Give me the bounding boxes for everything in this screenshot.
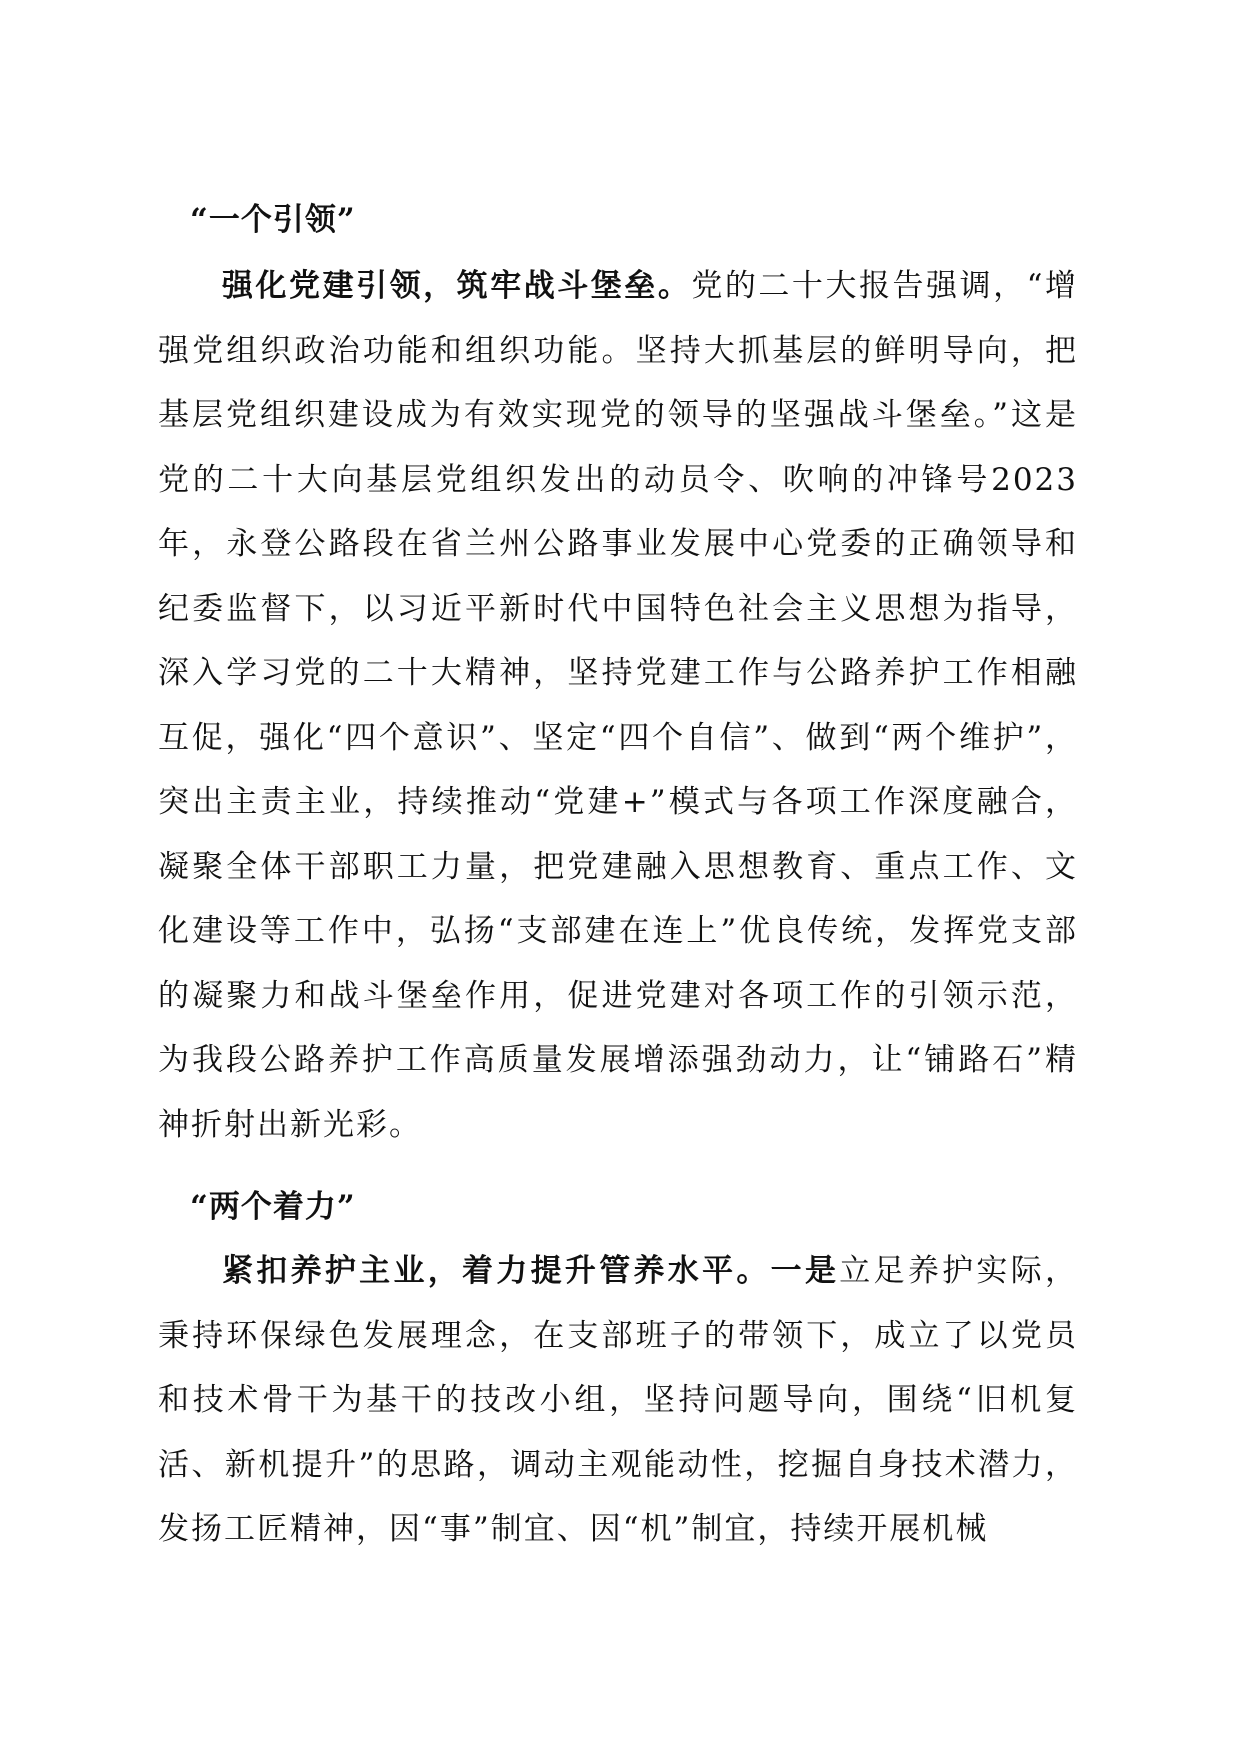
paragraph-lead-bold-ordinal: 一是 <box>770 1253 840 1289</box>
section-heading-two-focus: “两个着力” <box>190 1189 356 1225</box>
paragraph-lead-bold: 紧扣养护主业，着力提升管养水平。 <box>222 1253 771 1289</box>
section-paragraph-maintenance <box>158 1239 1078 1562</box>
paragraph-body: 立足养护实际，秉持环保绿色发展理念，在支部班子的带领下，成立了以党员和技术骨干为基干的技改小组，坚持问题导向，围绕“旧机复活、新机提升”的思路，调动主观能动性，挖掘自身技术潜力，发扬工匠精神，因“事”制宜、因“机”制宜，持续开展机械 <box>158 1253 1079 1547</box>
document-body <box>158 188 1078 1562</box>
paragraph-lead-bold: 强化党建引领，筑牢战斗堡垒。 <box>222 268 692 304</box>
paragraph-body: 党的二十大报告强调，“增强党组织政治功能和组织功能。坚持大抓基层的鲜明导向，把基层党组织建设成为有效实现党的领导的坚强战斗堡垒。”这是党的二十大向基层党组织发出的动员令、吹响的冲锋号2023年，永登公路段在省兰州公路事业发展中心党委的正确领导和纪委监督下，以习近平新时代中国特色社会主义思想为指导，深入学习党的二十大精神，坚持党建工作与公路养护工作相融互促，强化“四个意识”、坚定“四个自信”、做到“两个维护”，突出主责主业，持续推动“党建+”模式与各项工作深度融合，凝聚全体干部职工力量，把党建融入思想教育、重点工作、文化建设等工作中，弘扬“支部建在连上”优良传统，发挥党支部的凝聚力和战斗堡垒作用，促进党建对各项工作的引领示范，为我段公路养护工作高质量发展增添强劲动力，让“铺路石”精神折射出新光彩。 <box>158 268 1078 1143</box>
section-heading-one-leadership: “一个引领” <box>190 202 356 238</box>
section-paragraph-party-building <box>158 254 1078 1157</box>
